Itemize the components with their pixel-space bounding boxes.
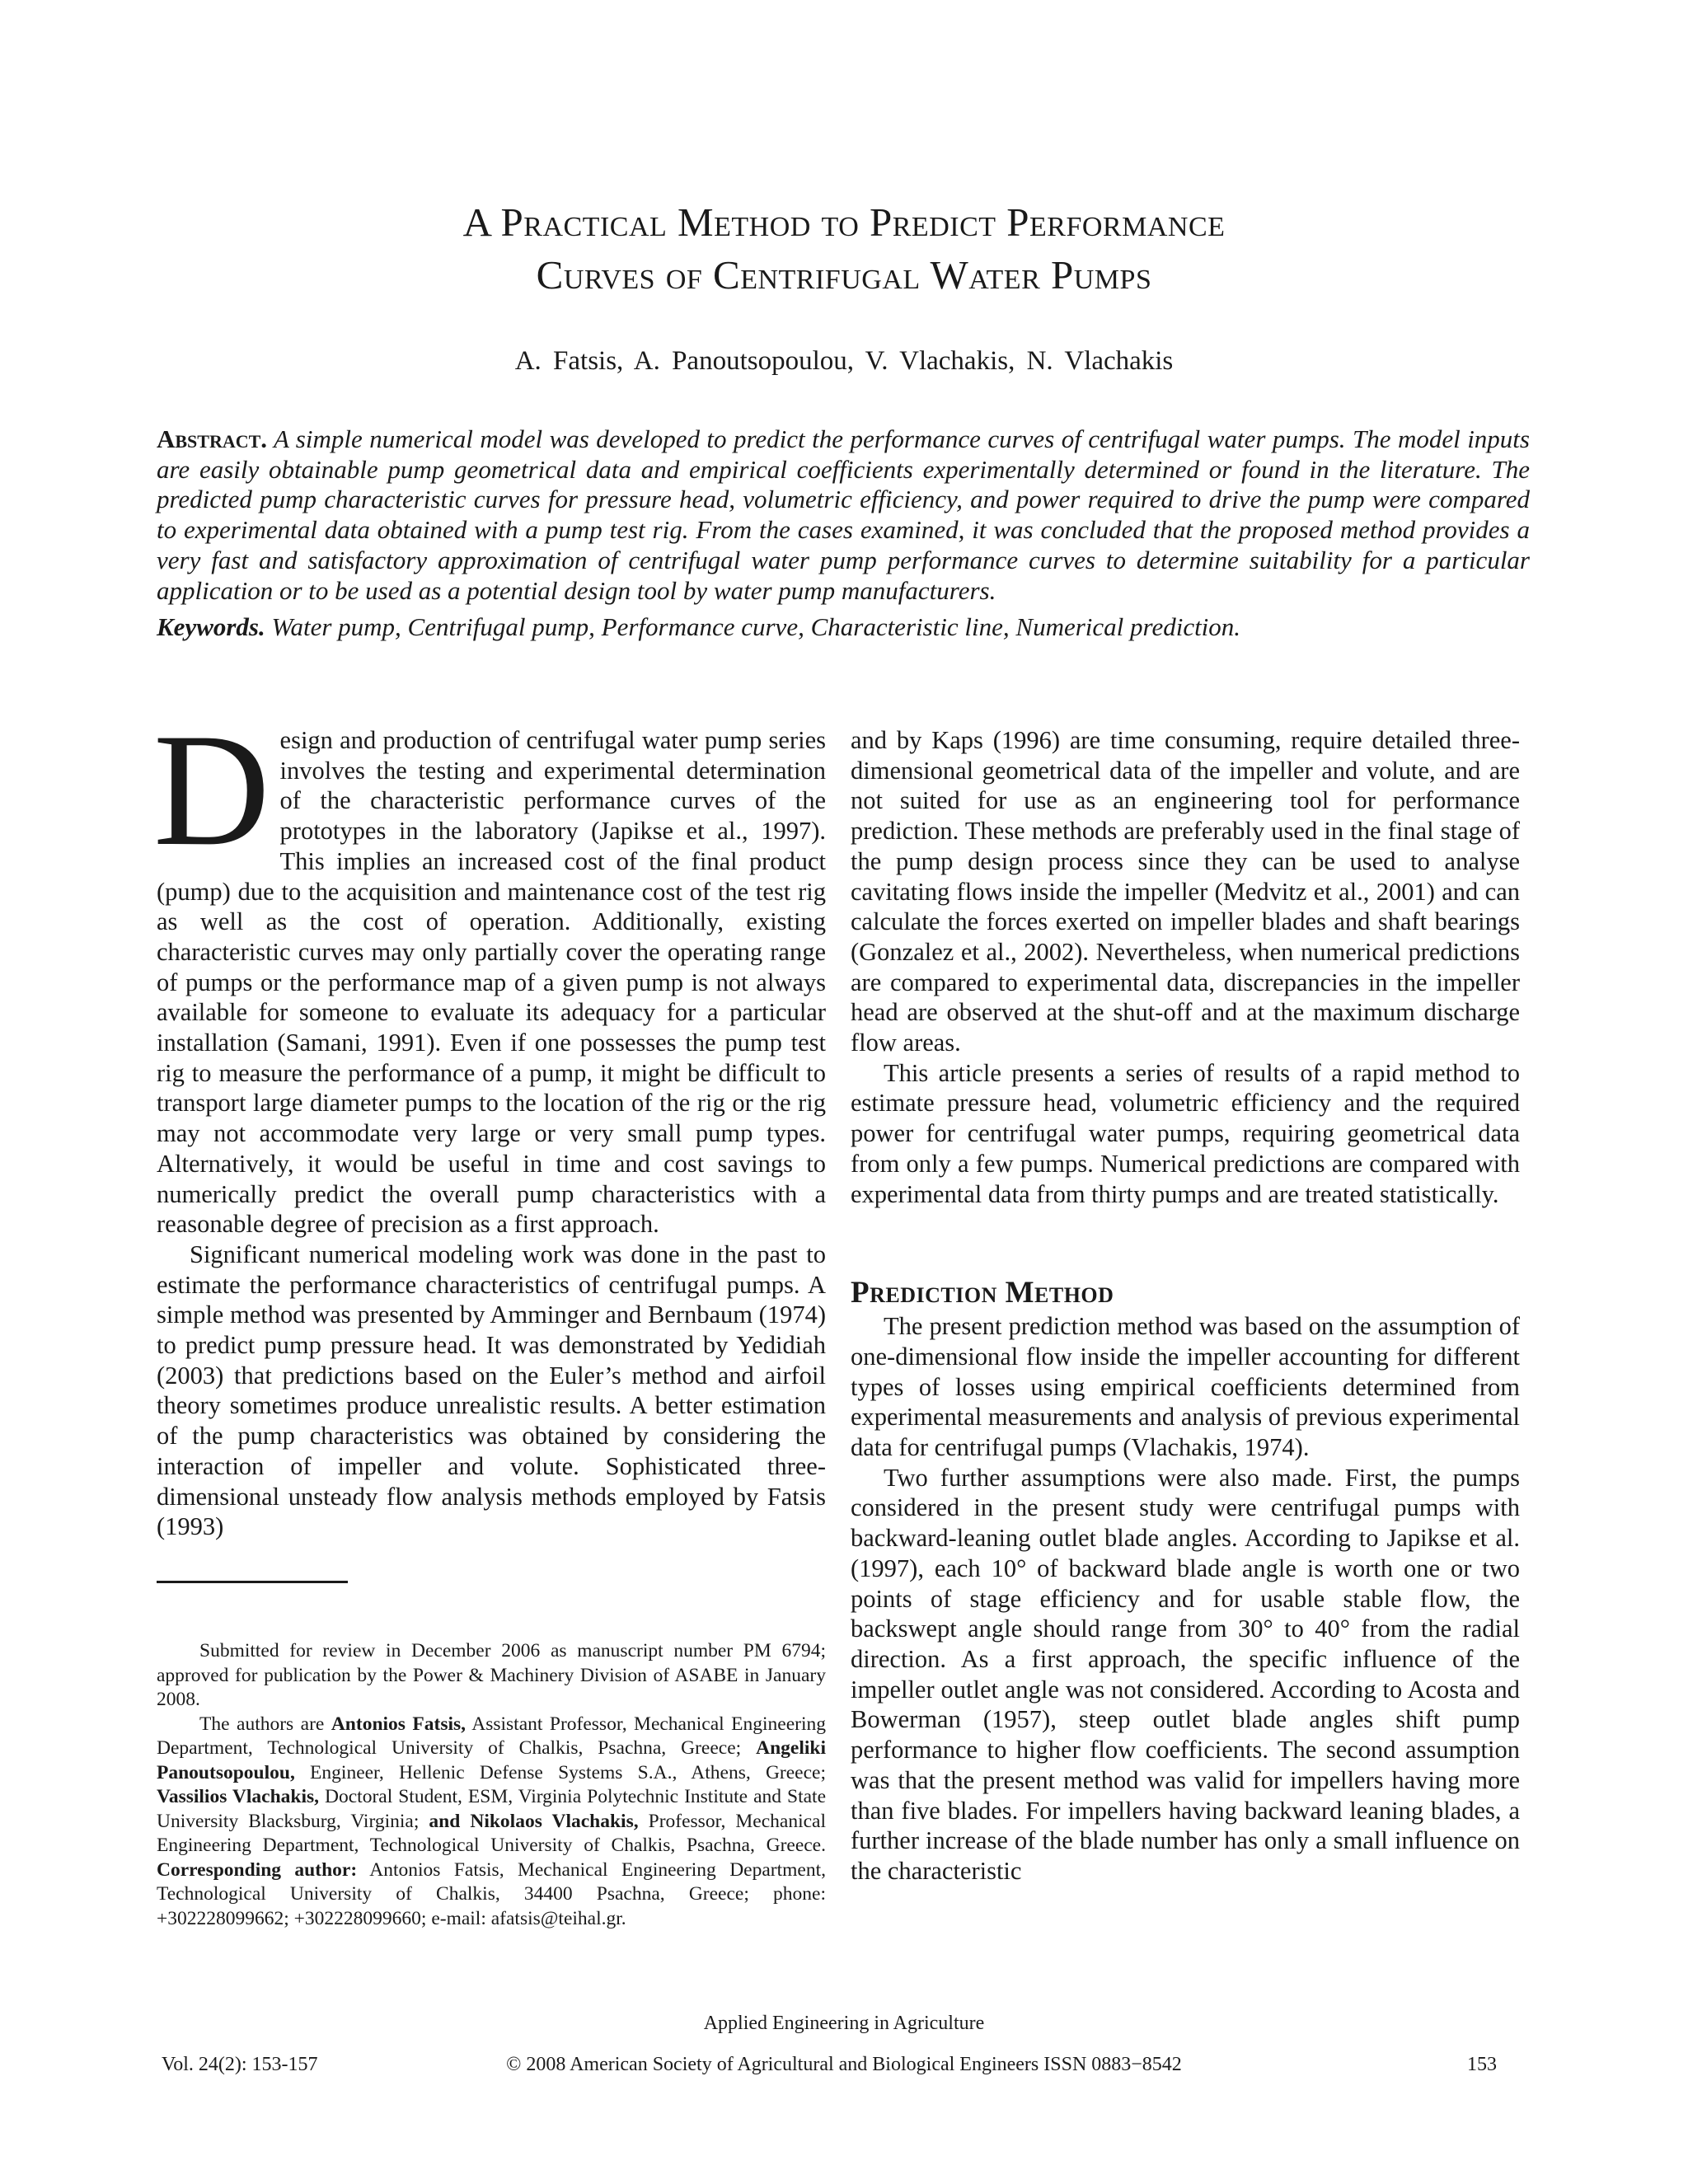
footnote-authors — [157, 1713, 826, 1932]
page-number: 153 — [1467, 2054, 1497, 2075]
title-line-2: Curves of Centrifugal Water Pumps — [536, 252, 1152, 298]
footnote — [157, 1639, 826, 1931]
right-column — [851, 725, 1520, 1886]
footnote-submitted: Submitted for review in December 2006 as manuscript number PM 6794; approved for publication by the Power & Machinery Division of ASABE in January 2008. — [157, 1640, 826, 1710]
footnote-text: Antonios Fatsis, Mechanical Engineering Department, Technological University of Chalkis, 34400 Psachna, Greece; phone: +302228099662; +302228099660; e-mail: afatsis@teihal.gr. — [157, 1858, 827, 1929]
keywords-text: Water pump, Centrifugal pump, Performance curve, Characteristic line, Numerical prediction. — [271, 612, 1241, 642]
abstract — [157, 424, 1530, 643]
footnote-author-name: and Nikolaos Vlachakis, — [429, 1810, 639, 1832]
footnote-corresponding-label: Corresponding author: — [157, 1858, 358, 1881]
paper-title — [0, 196, 1688, 302]
footnote-author-name: Antonios Fatsis, — [331, 1713, 467, 1735]
intro-paragraph-3: and by Kaps (1996) are time consuming, require detailed three-dimensional geometrical data of the impeller and volute, and are not suited for use as an engineering tool for performance prediction. These methods are preferably used in the final stage of the pump design process since they can be used to analyse cavitating flows inside the impeller (Medvitz et al., 2001) and can calculate the forces exerted on impeller blades and shaft bearings (Gonzalez et al., 2002). Nevertheless, when numerical predictions are compared to experimental data, discrepancies in the impeller head are observed at the shut-off and at the maximum discharge flow areas. — [851, 726, 1520, 1057]
footnote-text: Assistant Professor, Mechanical Engineering Department, Technological University of Chalkis, Psachna, Greece; — [157, 1713, 826, 1759]
method-paragraph-1: The present prediction method was based on the assumption of one-dimensional flow inside the impeller accounting for different types of losses using empirical coefficients determined from experimental measurements and analysis of previous experimental data for centrifugal pumps (Vlachakis, 1974). — [851, 1312, 1520, 1462]
intro-paragraph-1-text: esign and production of centrifugal water pump series involves the testing and experimental determination of the characteristic performance curves of the prototypes in the laboratory (Japikse et al., 1997). This implies an increased cost of the final product (pump) due to the acquisition and maintenance cost of the test rig as well as the cost of operation. Additionally, existing characteristic curves may only partially cover the operating range of pumps or the performance map of a given pump is not always available for someone to evaluate its adequacy for a particular installation (Samani, 1991). Even if one possesses the pump test rig to measure the performance of a pump, it might be difficult to transport large diameter pumps to the location of the rig or the rig may not accommodate very large or very small pump types. Alternatively, it would be useful in time and cost savings to numerically predict the overall pump characteristics with a reasonable degree of precision as a first approach. — [157, 726, 826, 1239]
footnote-text: The authors are — [199, 1713, 331, 1735]
section-heading: Prediction Method — [851, 1276, 1114, 1310]
left-column — [153, 701, 826, 1542]
volume-info: Vol. 24(2): 153-157 — [162, 2054, 318, 2075]
footnote-text: Professor, Mechanical Engineering Department, Technological University of Chalkis, Psachna, Greece. — [157, 1810, 826, 1856]
abstract-label: Abstract. — [157, 424, 268, 453]
intro-paragraph-2: Significant numerical modeling work was done in the past to estimate the performance characteristics of centrifugal pumps. A simple method was presented by Amminger and Bernbaum (1974) to predict pump pressure head. It was demonstrated by Yedidiah (2003) that predictions based on the Euler’s method and airfoil theory sometimes produce unrealistic results. A better estimation of the pump characteristics was obtained by considering the interaction of impeller and volute. Sophisticated three-dimensional unsteady flow analysis methods employed by Fatsis (1993) — [157, 1240, 826, 1541]
abstract-text: A simple numerical model was developed to predict the performance curves of centrifugal water pumps. The model inputs are easily obtainable pump geometrical data and empirical coefficients experimentally determined or found in the literature. The predicted pump characteristic curves for pressure head, volumetric efficiency, and power required to drive the pump were compared to experimental data obtained with a pump test rig. From the cases examined, it was concluded that the proposed method provides a very fast and satisfactory approximation of centrifugal water pump performance curves to determine suitability for a particular application or to be used as a potential design tool by water pump manufacturers. — [157, 424, 1530, 605]
footnote-author-name: Vassilios Vlachakis, — [157, 1786, 320, 1807]
journal-name: Applied Engineering in Agriculture — [703, 2013, 985, 2034]
author-list: A. Fatsis, A. Panoutsopoulou, V. Vlachakis, N. Vlachakis — [514, 346, 1174, 376]
intro-paragraph-1 — [153, 701, 826, 1240]
keywords-label: Keywords. — [157, 612, 265, 642]
footnote-text: Doctoral Student, ESM, Virginia Polytechnic Institute and State University Blacksburg, Virginia; — [157, 1786, 826, 1832]
footnote-author-name: Angeliki Panoutsopoulou, — [157, 1737, 826, 1783]
footnote-text: Engineer, Hellenic Defense Systems S.A., Athens, Greece; — [294, 1761, 826, 1783]
drop-cap: D — [153, 701, 270, 879]
title-line-1: A Practical Method to Predict Performance — [462, 199, 1226, 245]
intro-paragraph-4: This article presents a series of results of a rapid method to estimate pressure head, volumetric efficiency and the required power for centrifugal water pumps, requiring geometrical data from only a few pumps. Numerical predictions are compared with experimental data from thirty pumps and are treated statistically. — [851, 1058, 1520, 1208]
method-paragraph-2: Two further assumptions were also made. First, the pumps considered in the present study were centrifugal pumps with backward-leaning outlet blade angles. According to Japikse et al. (1997), each 10° of backward blade angle is worth one or two points of stage efficiency and for usable stable flow, the backswept angle should range from 30° to 40° from the radial direction. As a first approach, the specific influence of the impeller outlet angle was not considered. According to Acosta and Bowerman (1957), steep outlet blade angles shift pump performance to higher flow coefficients. The second assumption was that the present method was valid for impellers having more than five blades. For impellers having backward leaning blades, a further increase of the blade number has only a small influence on the characteristic — [851, 1463, 1520, 1885]
copyright-notice: © 2008 American Society of Agricultural and Biological Engineers ISSN 0883−8542 — [506, 2054, 1182, 2075]
footnote-rule — [157, 1581, 348, 1583]
